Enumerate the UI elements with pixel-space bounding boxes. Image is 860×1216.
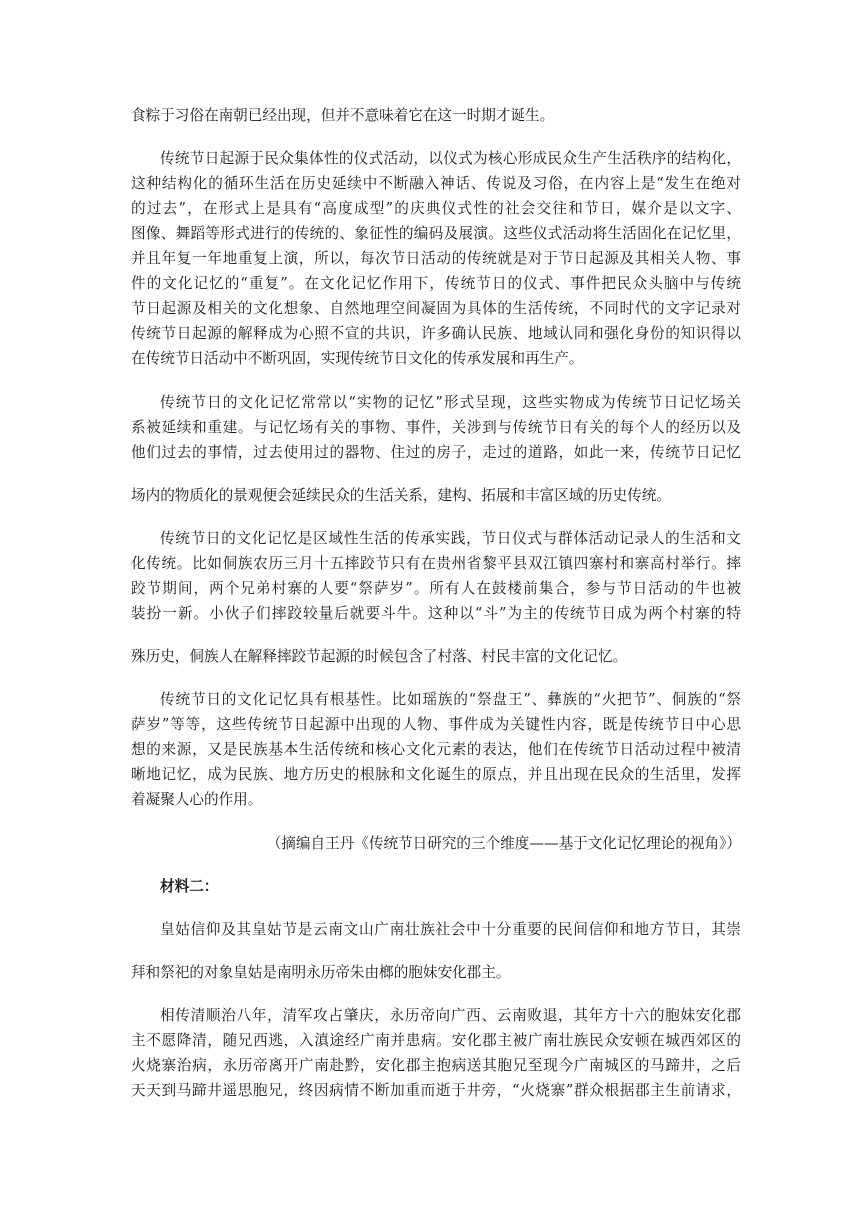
paragraph-line: 件的文化记忆的“重复”。在文化记忆作用下，传统节日的仪式、事件把民众头脑中与传统 — [131, 275, 741, 292]
paragraph-line: 跤节期间，两个兄弟村寨的人要“祭萨岁”。所有人在鼓楼前集合，参与节日活动的牛也被 — [131, 580, 741, 597]
paragraph-line: 火烧寨治病，永历帝离开广南赴黔，安化郡主抱病送其胞兄至现今广南城区的马蹄井，之后 — [131, 1057, 741, 1074]
source-citation: （摘编自王丹《传统节日研究的三个维度——基于文化记忆理论的视角》） — [266, 835, 741, 852]
paragraph-line: 传统节日的文化记忆是区域性生活的传承实践，节日仪式与群体活动记录人的生活和文 — [160, 530, 741, 547]
paragraph-line: 想的来源，又是民族基本生活传统和核心文化元素的表达，他们在传统节日活动过程中被清 — [131, 741, 741, 758]
paragraph-line: 节日起源及相关的文化想象、自然地理空间凝固为具体的生活传统，不同时代的文字记录对 — [131, 300, 741, 317]
paragraph-line: 场内的物质化的景观便会延续民众的生活关系，建构、拓展和丰富区域的历史传统。 — [131, 487, 671, 504]
paragraph-line: 并且年复一年地重复上演，所以，每次节日活动的传统就是对于节日起源及其相关人物、事 — [131, 250, 741, 267]
paragraph-line: 食粽于习俗在南朝已经出现，但并不意味着它在这一时期才诞生。 — [131, 107, 555, 124]
paragraph-line: 这种结构化的循环生活在历史延续中不断融入神话、传说及习俗，在内容上是“发生在绝对 — [131, 175, 741, 192]
paragraph-line: 相传清顺治八年，清军攻占肇庆，永历帝向广西、云南败退，其年方十六的胞妹安化郡 — [160, 1007, 741, 1024]
paragraph-line: 皇姑信仰及其皇姑节是云南文山广南壮族社会中十分重要的民间信仰和地方节日，其崇 — [160, 921, 741, 938]
paragraph-line: 拜和祭祀的对象皇姑是南明永历帝朱由榔的胞妹安化郡主。 — [131, 964, 511, 981]
section-heading: 材料二： — [160, 878, 219, 895]
paragraph-line: 殊历史，侗族人在解释摔跤节起源的时候包含了村落、村民丰富的文化记忆。 — [131, 648, 628, 665]
paragraph-line: 传统节日起源于民众集体性的仪式活动，以仪式为核心形成民众生产生活秩序的结构化， — [160, 150, 741, 167]
paragraph-line: 传统节日起源的解释成为心照不宣的共识，许多确认民族、地域认同和强化身份的知识得以 — [131, 325, 741, 342]
paragraph-line: 在传统节日活动中不断巩固，实现传统节日文化的传承发展和再生产。 — [131, 350, 584, 367]
paragraph-line: 传统节日的文化记忆常常以“实物的记忆”形式呈现，这些实物成为传统节日记忆场关 — [160, 394, 741, 411]
paragraph-line: 传统节日的文化记忆具有根基性。比如瑶族的“祭盘王”、彝族的“火把节”、侗族的“祭 — [160, 691, 741, 708]
paragraph-line: 他们过去的事情，过去使用过的器物、住过的房子，走过的道路，如此一来，传统节日记忆 — [131, 444, 741, 461]
paragraph-line: 系被延续和重建。与记忆场有关的事物、事件，关涉到与传统节日有关的每个人的经历以及 — [131, 419, 741, 436]
paragraph-line: 晰地记忆，成为民族、地方历史的根脉和文化诞生的原点，并且出现在民众的生活里，发挥 — [131, 766, 741, 783]
paragraph-line: 着凝聚人心的作用。 — [131, 791, 263, 808]
paragraph-line: 图像、舞蹈等形式进行的传统的、象征性的编码及展演。这些仪式活动将生活固化在记忆里， — [131, 225, 741, 242]
paragraph-line: 装扮一新。小伙子们摔跤较量后就要斗牛。这种以“斗”为主的传统节日成为两个村寨的特 — [131, 605, 741, 622]
paragraph-line: 主不愿降清，随兄西逃，入滇途经广南并患病。安化郡主被广南壮族民众安顿在城西郊区的 — [131, 1032, 741, 1049]
paragraph-line: 化传统。比如侗族农历三月十五摔跤节只有在贵州省黎平县双江镇四寨村和寨高村举行。摔 — [131, 555, 741, 572]
paragraph-line: 萨岁”等等，这些传统节日起源中出现的人物、事件成为关键性内容，既是传统节日中心思 — [131, 716, 741, 733]
paragraph-line: 的过去”，在形式上是具有“高度成型”的庆典仪式性的社会交往和节日，媒介是以文字、 — [131, 200, 741, 217]
paragraph-line: 天天到马蹄井遥思胞兄，终因病情不断加重而逝于井旁，“火烧寨”群众根据郡主生前请求， — [131, 1082, 741, 1099]
